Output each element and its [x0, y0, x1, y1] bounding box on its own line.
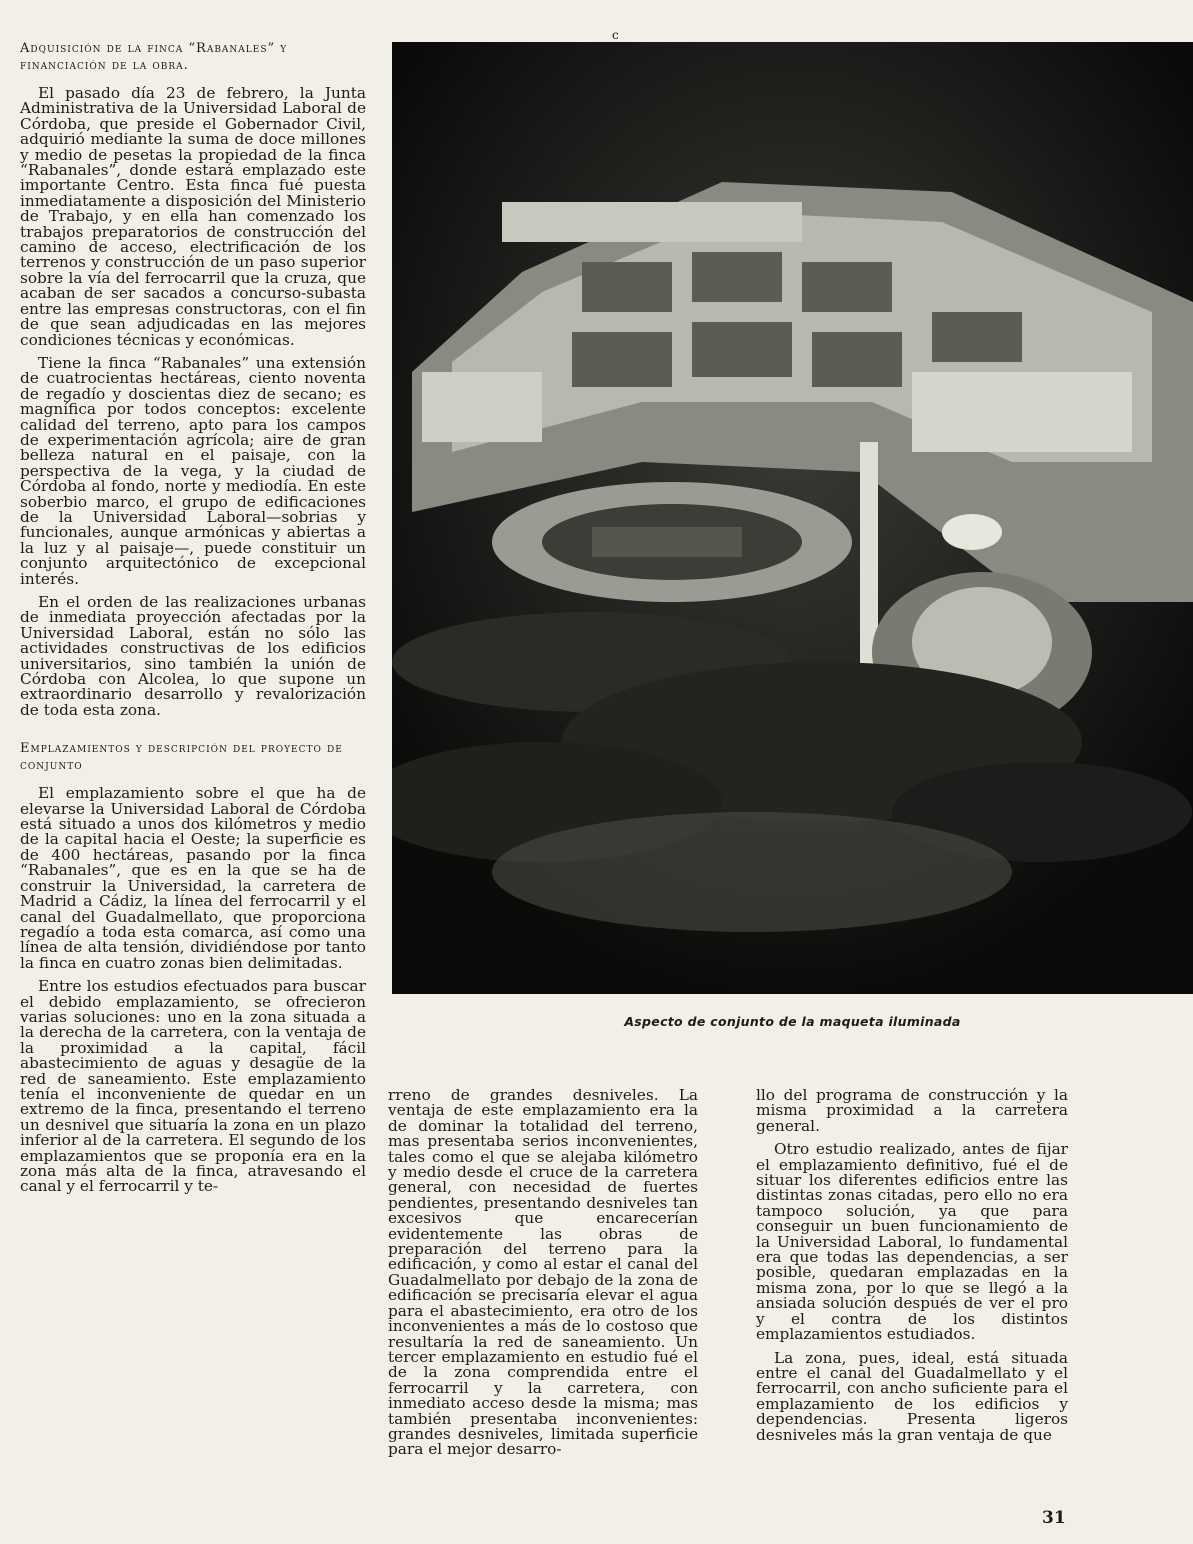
top-mark: c [612, 28, 619, 42]
model-photo [392, 42, 1193, 994]
paragraph: llo del programa de construcción y la misma proximidad a la carretera general. [756, 1086, 1068, 1135]
left-column [20, 40, 366, 1203]
paragraph: El emplazamiento sobre el que ha de elevarse la Universidad Laboral de Córdoba está situado a unos dos kilómetros y medio de la capital hacia el Oeste; la superficie es de 400 hectáreas, pasando por la finca “Rabanales”, que es en la que se ha de construir la Universidad, la carretera de Madrid a Cádiz, la línea del ferrocarril y el canal del Guadalmellato, que proporciona regadío a toda esta comarca, así como una línea de alta tensión, dividiéndose por tanto la finca en cuatro zonas bien delimitadas. [20, 784, 366, 972]
section-heading-acquisition: Adquisición de la finca “Rabanales” y financiación de la obra. [20, 41, 288, 73]
paragraph: Entre los estudios efectuados para buscar el debido emplazamiento, se ofrecieron varias soluciones: uno en la zona situada a la derecha de la carretera, con la ventaja de la proximidad a la capital, fácil abastecimiento de aguas y desagüe de la red de saneamiento. Este emplazamiento tenía el inconveniente de quedar en un extremo de la finca, presentando el terreno un desnivel que situaría la zona en un plazo inferior al de la carretera. El segundo de los emplazamientos que se proponía era en la zona más alta de la finca, atravesando el canal y el ferrocarril y te- [20, 977, 366, 1196]
illuminated-model-image [392, 42, 1193, 994]
paragraph: La zona, pues, ideal, está situada entre el canal del Guadalmellato y el ferrocarril, con ancho suficiente para el emplazamiento de los edificios y dependencias. Presenta ligeros desniveles más la gran ventaja de que [756, 1348, 1068, 1444]
paragraph: rreno de grandes desniveles. La ventaja de este emplazamiento era la de dominar la totalidad del terreno, mas presentaba serios inconvenientes, tales como el que se alejaba kilómetro y medio desde el cruce de la carretera general, con necesidad de fuertes pendientes, presentando desniveles tan excesivos que encarecerían evidentemente las obras de preparación del terreno para la edificación, y como al estar el canal del Guadalmellato por debajo de la zona de edificación se precisaría elevar el agua para el abastecimiento, era otro de los inconvenientes a más de lo costoso que resultaría la red de saneamiento. Un tercer emplazamiento en estudio fué el de la zona comprendida entre el ferrocarril y la carretera, con inmediato acceso desde la misma; mas también presentaba inconvenientes: grandes desniveles, limitada superficie para el mejor desarro- [388, 1086, 698, 1459]
right-column [756, 1088, 1068, 1451]
paragraph: Tiene la finca “Rabanales” una extensión de cuatrocientas hectáreas, ciento noventa de regadío y doscientas diez de secano; es magnífica por todos conceptos: excelente calidad del terreno, apto para los campos de experimentación agrícola; aire de gran belleza natural en el paisaje, con la perspectiva de la vega, y la ciudad de Córdoba al fondo, norte y mediodía. En este soberbio marco, el grupo de edificaciones de la Universidad Laboral—sobrias y funcionales, aunque armónicas y abiertas a la luz y al paisaje—, puede constituir un conjunto arquitectónico de excepcional interés. [20, 353, 366, 588]
paragraph: Otro estudio realizado, antes de fijar el emplazamiento definitivo, fué el de situar los diferentes edificios entre las distintas zonas citadas, pero ello no era tampoco solución, ya que para conseguir un buen funcionamiento de la Universidad Laboral, lo fundamental era que todas las dependencias, a ser posible, quedaran emplazadas en la misma zona, por lo que se llegó a la ansiada solución después de ver el pro y el contra de los distintos emplazamientos estudiados. [756, 1140, 1068, 1344]
photo-caption: Aspecto de conjunto de la maqueta iluminada [624, 1014, 961, 1029]
middle-column [388, 1088, 698, 1466]
paragraph: El pasado día 23 de febrero, la Junta Administrativa de la Universidad Laboral de Córdoba, que preside el Gobernador Civil, adquirió mediante la suma de doce millones y medio de pesetas la propiedad de la finca “Rabanales”, donde estará emplazado este importante Centro. Esta finca fué puesta inmediatamente a disposición del Ministerio de Trabajo, y en ella han comenzado los trabajos preparatorios de construcción del camino de acceso, electrificación de los terrenos y construcción de un paso superior sobre la vía del ferrocarril que la cruza, que acaban de ser sacados a concurso-subasta entre las empresas constructoras, con el fin de que sean adjudicadas en las mejores condiciones técnicas y económicas. [20, 84, 366, 349]
paragraph: En el orden de las realizaciones urbanas de inmediata proyección afectadas por la Universidad Laboral, están no sólo las actividades constructivas de los edificios universitarios, sino también la unión de Córdoba con Alcolea, lo que supone un extraordinario desarrollo y revalorización de toda esta zona. [20, 593, 366, 719]
section-heading-location: Emplazamientos y descripción del proyecto de conjunto [20, 741, 343, 774]
page-number: 31 [1042, 1508, 1066, 1528]
